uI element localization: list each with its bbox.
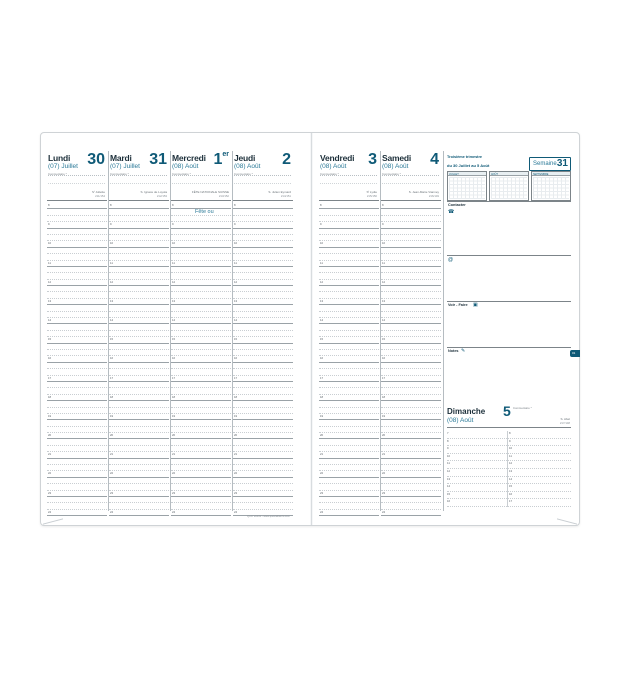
hour-label: 13 (110, 298, 114, 303)
hour-label: 23 (48, 490, 52, 495)
hour-grid (109, 203, 169, 516)
hour-label: 18 (382, 394, 386, 399)
hour-label: 18 (234, 394, 238, 399)
day-week: (08) Août (172, 163, 199, 170)
sunday-row[interactable] (447, 446, 571, 454)
day-number-value: 2 (282, 151, 291, 168)
hour-label: 18 (172, 394, 176, 399)
hour-label: 19 (172, 413, 176, 418)
day-week: (08) Août (382, 163, 409, 170)
day-number (430, 151, 439, 169)
hour-label: 16 (382, 356, 386, 361)
day-number-value: 4 (430, 151, 439, 168)
hour-label: 19 (110, 413, 114, 418)
column-divider (108, 151, 109, 511)
hour-label: 13 (234, 298, 238, 303)
saint-of-day: S. Jean-Marie Vianney (408, 190, 439, 194)
hour-label: 17 (320, 375, 324, 380)
hour-label: 23 (110, 490, 114, 495)
sunday-block (447, 403, 571, 511)
spine (311, 133, 312, 525)
hour-label: 12 (48, 279, 52, 284)
hour-label: 14 (110, 318, 114, 323)
hour-label: 12 (110, 279, 114, 284)
hour-label: 13 (509, 468, 513, 473)
hour-label: 20 (320, 433, 324, 438)
day-of-year: 215/150 (366, 194, 377, 198)
hour-label: 13 (48, 298, 52, 303)
hour-label: 15 (110, 337, 114, 342)
hour-label: 11 (382, 260, 385, 265)
hour-label: 14 (172, 318, 176, 323)
hour-label: 22 (320, 471, 324, 476)
hour-grid (381, 203, 441, 516)
day-number-value: 3 (368, 151, 377, 168)
hour-row[interactable] (109, 510, 169, 516)
day-column[interactable] (233, 151, 293, 514)
hour-label: 10 (172, 241, 176, 246)
hour-label: 24 (320, 509, 324, 514)
hour-label: 13 (382, 298, 386, 303)
mini-month-label: SEPTEMBRE (532, 172, 570, 176)
day-header (47, 151, 107, 201)
hour-label: 15 (234, 337, 238, 342)
hour-label: 20 (110, 433, 114, 438)
day-week: (07) Juillet (48, 163, 78, 170)
hour-label: 11 (320, 260, 323, 265)
hour-label: 20 (382, 433, 386, 438)
hour-label: 21 (382, 452, 386, 457)
notes-label: Notes (448, 349, 459, 353)
trimester-label: Troisième trimestre (447, 155, 483, 159)
hour-label: 8 (320, 203, 322, 207)
hour-label: 24 (110, 509, 114, 514)
day-number-value: 1 (213, 151, 223, 168)
hour-label: 11 (447, 461, 450, 466)
sunday-row[interactable] (447, 439, 571, 447)
hour-label: 20 (172, 433, 176, 438)
hour-label: 16 (172, 356, 176, 361)
hour-label: 10 (48, 241, 52, 246)
day-name: Samedi (382, 153, 412, 163)
mini-calendars (447, 171, 571, 201)
hour-label: 8 (447, 438, 449, 443)
todo-section[interactable] (447, 301, 571, 347)
day-number-suffix: er (222, 151, 229, 158)
day-number-value: 31 (149, 151, 167, 168)
sunday-row[interactable] (447, 431, 571, 439)
hour-label: 17 (110, 375, 114, 380)
day-week: (08) Août (234, 163, 261, 170)
day-column[interactable] (319, 151, 379, 514)
month-tab[interactable] (570, 350, 580, 357)
day-of-year: 216/149 (428, 194, 439, 198)
day-of-year: 211/154 (95, 194, 105, 198)
hour-row[interactable] (319, 510, 379, 516)
sunday-row[interactable] (447, 477, 571, 485)
hour-row[interactable] (381, 510, 441, 516)
hour-label: 22 (234, 471, 238, 476)
footer-credit: QUO VADIS - www.quovadisinfo.com (247, 515, 290, 518)
hour-label: 8 (382, 203, 384, 207)
hour-label: 23 (234, 490, 238, 495)
page-corner-right (557, 513, 577, 524)
hour-label: 8 (172, 203, 174, 207)
hour-label: 13 (320, 298, 324, 303)
hour-label: 10 (110, 241, 114, 246)
hour-label: 20 (48, 433, 52, 438)
hour-label: 8 (509, 431, 511, 435)
day-header (233, 151, 293, 201)
day-of-year: 212/153 (156, 194, 167, 198)
week-box (529, 157, 571, 171)
hour-label: 12 (447, 468, 451, 473)
todo-label: Voir - Faire (448, 303, 468, 307)
hour-label: 12 (234, 279, 238, 284)
hour-label: 10 (447, 453, 451, 458)
hour-label: 15 (447, 491, 451, 496)
hour-label: 24 (172, 509, 176, 514)
hour-label: 12 (320, 279, 324, 284)
hour-label: 18 (110, 394, 114, 399)
hour-label: 17 (234, 375, 238, 380)
sunday-comment: Commentaire * (513, 406, 532, 410)
mini-month-label: JUILLET (448, 172, 486, 176)
day-comment: Commentaire * (382, 172, 401, 176)
day-name: Vendredi (320, 153, 355, 163)
hour-label: 10 (509, 446, 513, 451)
sunday-row[interactable] (447, 469, 571, 477)
day-comment: Commentaire * (320, 172, 339, 176)
sunday-number: 5 (503, 403, 511, 419)
day-number (282, 151, 291, 169)
hour-label: 24 (234, 509, 238, 514)
sunday-row[interactable] (447, 499, 571, 507)
sunday-saint: S. Abel (560, 417, 570, 421)
hour-label: 18 (320, 394, 324, 399)
hour-label: 11 (110, 260, 113, 265)
day-week: (08) Août (320, 163, 347, 170)
hour-label: 15 (382, 337, 386, 342)
event-note: Fête ou (195, 209, 214, 215)
mini-month-label: AOÛT (490, 172, 528, 176)
hour-label: 8 (234, 203, 236, 207)
hour-label: 24 (48, 509, 52, 514)
day-column[interactable] (171, 151, 231, 514)
contact-label: Contacter (448, 203, 466, 207)
hour-label: 14 (509, 476, 513, 481)
week-range: du 30 Juillet au 5 Août (447, 163, 490, 168)
sunday-week: (08) Août (447, 417, 474, 424)
day-comment: Commentaire * (110, 172, 129, 176)
hour-label: 22 (172, 471, 176, 476)
hour-label: 9 (110, 222, 112, 227)
hour-label: 10 (382, 241, 386, 246)
hour-label: 21 (48, 452, 52, 457)
hour-label: 17 (48, 375, 52, 380)
hour-label: 22 (110, 471, 114, 476)
hour-label: 23 (382, 490, 386, 495)
mini-calendar-july (447, 171, 487, 201)
secondary-section[interactable] (447, 255, 571, 301)
mini-calendar-september (531, 171, 571, 201)
day-name: Jeudi (234, 153, 256, 163)
hour-label: 9 (447, 446, 449, 451)
day-name: Lundi (48, 153, 71, 163)
hour-label: 17 (509, 499, 513, 504)
hour-label: 9 (234, 222, 236, 227)
hour-grid (233, 203, 293, 516)
hour-label: 11 (509, 453, 512, 458)
hour-label: 15 (509, 484, 513, 489)
hour-label: 12 (172, 279, 176, 284)
phone-icon: ☎ (448, 209, 455, 215)
saint-of-day: S. Julien Eymard (268, 190, 291, 194)
hour-label: 9 (382, 222, 384, 227)
hour-label: 10 (320, 241, 324, 246)
sunday-row[interactable] (447, 461, 571, 469)
sunday-info: 217/148 (559, 421, 570, 425)
day-number (149, 151, 167, 169)
day-name: Mardi (110, 153, 132, 163)
hour-label: 19 (48, 413, 52, 418)
day-header (171, 151, 231, 201)
day-header (381, 151, 441, 201)
hour-label: 23 (320, 490, 324, 495)
hour-label: 12 (509, 461, 513, 466)
hour-label: 15 (320, 337, 324, 342)
hour-label: 14 (382, 318, 386, 323)
hour-label: 8 (48, 203, 50, 207)
sunday-name: Dimanche (447, 407, 486, 416)
hour-label: 17 (382, 375, 386, 380)
hour-grid (171, 203, 231, 516)
hour-label: 21 (234, 452, 238, 457)
day-header (109, 151, 169, 201)
day-header (319, 151, 379, 201)
trimester-header (447, 155, 517, 168)
hour-label: 24 (382, 509, 386, 514)
hour-label: 19 (320, 413, 324, 418)
column-divider (380, 151, 381, 511)
month-tab-label: 01 (572, 351, 576, 355)
hour-grid (47, 203, 107, 516)
hour-label: 11 (48, 260, 51, 265)
day-number (368, 151, 377, 169)
mini-calendar-august (489, 171, 529, 201)
hour-label: 13 (447, 476, 451, 481)
pencil-icon: ✎ (461, 348, 466, 354)
hour-label: 9 (48, 222, 50, 227)
hour-label: 9 (172, 222, 174, 227)
hour-label: 16 (234, 356, 238, 361)
hour-label: 8 (110, 203, 112, 207)
saint-of-day: Sᵗ Juliette (92, 190, 105, 194)
week-label: Semaine (533, 161, 557, 167)
day-week: (07) Juillet (110, 163, 140, 170)
hour-label: 21 (320, 452, 324, 457)
notes-section[interactable] (447, 347, 571, 403)
column-divider (443, 151, 444, 511)
column-divider (170, 151, 171, 511)
day-column[interactable] (381, 151, 441, 514)
hour-label: 15 (48, 337, 52, 342)
day-number-value: 30 (87, 151, 105, 168)
hour-row[interactable] (171, 510, 231, 516)
day-of-year: 214/151 (280, 194, 291, 198)
day-column[interactable] (109, 151, 169, 514)
sunday-row[interactable] (447, 484, 571, 492)
saint-of-day: S. Ignace de Loyola (140, 190, 167, 194)
hour-label: 14 (320, 318, 324, 323)
saint-of-day: Sᵗ Lydie (366, 190, 377, 194)
hour-grid (319, 203, 379, 516)
hour-label: 17 (172, 375, 176, 380)
hour-label: 16 (447, 499, 451, 504)
hour-label: 15 (172, 337, 176, 342)
hour-label: 20 (234, 433, 238, 438)
hour-label: 23 (172, 490, 176, 495)
saint-of-day: FÊTE NATIONALE SUISSE (191, 190, 229, 194)
day-name: Mercredi (172, 153, 206, 163)
hour-label: 9 (509, 438, 511, 443)
hour-label: 10 (234, 241, 238, 246)
hour-label: 16 (48, 356, 52, 361)
column-divider (232, 151, 233, 511)
hour-label: 14 (447, 484, 451, 489)
hour-label: 16 (110, 356, 114, 361)
hour-label: 16 (320, 356, 324, 361)
hour-label: 21 (110, 452, 114, 457)
hour-label: 13 (172, 298, 176, 303)
at-icon: @ (448, 257, 454, 263)
planner-spread (40, 132, 580, 526)
hour-label: 19 (382, 413, 386, 418)
hour-label: 9 (320, 222, 322, 227)
checklist-icon: ▣ (473, 302, 478, 308)
hour-label: 22 (382, 471, 386, 476)
page-corner-left (43, 513, 63, 524)
hour-label: 21 (172, 452, 176, 457)
hour-label: 14 (234, 318, 238, 323)
day-number (213, 151, 229, 169)
hour-label: 11 (234, 260, 237, 265)
day-column[interactable] (47, 151, 107, 514)
day-comment: Commentaire * (172, 172, 191, 176)
hour-label: 19 (234, 413, 238, 418)
hour-label: 14 (48, 318, 52, 323)
hour-label: 16 (509, 491, 513, 496)
sunday-row[interactable] (447, 454, 571, 462)
hour-label: 12 (382, 279, 386, 284)
hour-label: 22 (48, 471, 52, 476)
day-number (87, 151, 105, 169)
week-number: 31 (556, 158, 568, 169)
hour-label: 7 (447, 431, 449, 435)
day-comment: Commentaire * (48, 172, 67, 176)
contact-section[interactable] (447, 201, 571, 255)
hour-label: 18 (48, 394, 52, 399)
day-of-year: 213/152 (218, 194, 229, 198)
sunday-row[interactable] (447, 492, 571, 500)
hour-label: 11 (172, 260, 175, 265)
day-comment: Commentaire * (234, 172, 253, 176)
